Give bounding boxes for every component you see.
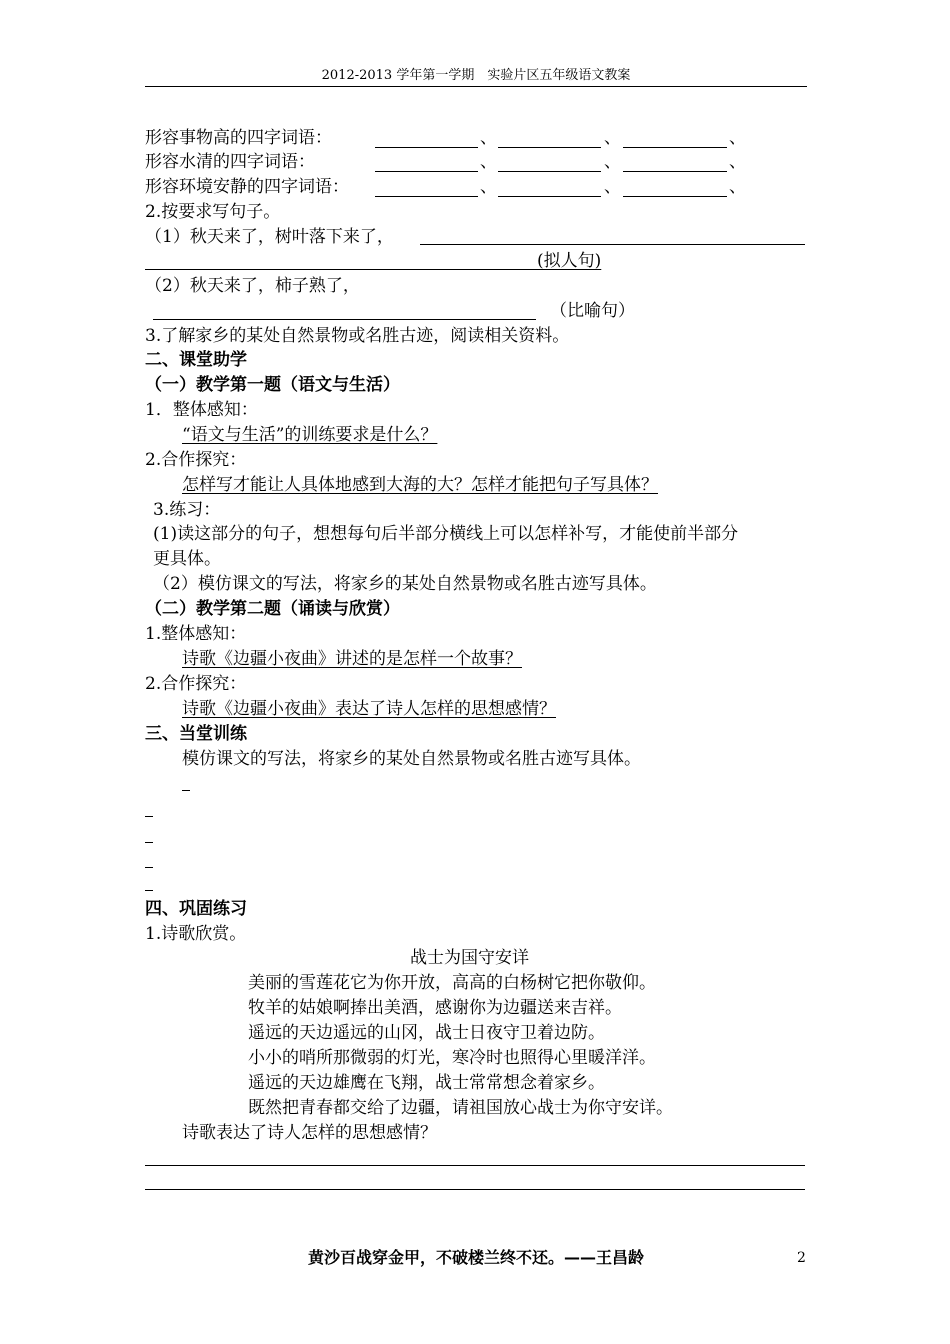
poem-line: 遥远的天边雄鹰在飞翔，战士常常想念着家乡。 <box>248 1073 605 1093</box>
practice-instruction: (1)读这部分的句子，想想每句后半部分横线上可以怎样补写，才能使前半部分 <box>153 524 739 544</box>
writing-line[interactable] <box>145 842 153 843</box>
training-task: 模仿课文的写法，将家乡的某处自然景物或名胜古迹写具体。 <box>182 749 641 769</box>
discussion-question: 怎样写才能让人具体地感到大海的大？怎样才能把句子写具体？ <box>182 475 658 495</box>
separator: 、 <box>604 152 621 172</box>
poem-question: 诗歌表达了诗人怎样的思想感情？ <box>182 1123 437 1143</box>
page-number: 2 <box>797 1250 806 1266</box>
sentence-type-tag: (拟人句) <box>537 251 602 271</box>
word-row-label: 形容事物高的四字词语： <box>145 128 332 148</box>
answer-blank[interactable] <box>623 196 727 197</box>
word-row-label: 形容环境安静的四字词语： <box>145 177 349 197</box>
item-label: 1.整体感知： <box>145 624 247 644</box>
separator: 、 <box>604 128 621 148</box>
answer-blank[interactable] <box>623 147 727 148</box>
answer-blank[interactable] <box>145 269 540 270</box>
question-label: 1.诗歌欣赏。 <box>145 924 247 944</box>
separator: 、 <box>729 177 746 197</box>
discussion-question: “语文与生活”的训练要求是什么？ <box>182 425 438 445</box>
separator: 、 <box>480 152 497 172</box>
poem-line: 美丽的雪莲花它为你开放，高高的白杨树它把你敬仰。 <box>248 973 656 993</box>
answer-blank[interactable] <box>375 171 478 172</box>
answer-blank[interactable] <box>498 196 601 197</box>
sentence-type-tag: （比喻句） <box>550 301 635 321</box>
subsection-heading: （一）教学第一题（语文与生活） <box>145 375 400 395</box>
answer-blank[interactable] <box>498 147 601 148</box>
writing-line[interactable] <box>145 890 153 891</box>
footer-quote: 黄沙百战穿金甲，不破楼兰终不还。——王昌龄 <box>307 1248 644 1267</box>
question-2-1: （1）秋天来了，树叶落下来了， <box>145 227 394 247</box>
item-label: 1．整体感知： <box>145 400 258 420</box>
answer-blank[interactable] <box>375 147 478 148</box>
item-label: 2.合作探究： <box>145 674 247 694</box>
writing-line[interactable] <box>145 816 153 817</box>
subsection-heading: （二）教学第二题（诵读与欣赏） <box>145 599 400 619</box>
question-2-title: 2.按要求写句子。 <box>145 202 281 222</box>
word-row-label: 形容水清的四字词语： <box>145 152 315 172</box>
separator: 、 <box>729 152 746 172</box>
answer-blank[interactable] <box>153 319 536 320</box>
discussion-question: 诗歌《边疆小夜曲》讲述的是怎样一个故事？ <box>182 649 522 669</box>
question-2-2: （2）秋天来了，柿子熟了， <box>145 276 360 296</box>
practice-instruction: 更具体。 <box>153 549 221 569</box>
answer-line[interactable] <box>145 1189 805 1190</box>
answer-blank[interactable] <box>498 171 601 172</box>
separator: 、 <box>480 177 497 197</box>
section-heading: 四、巩固练习 <box>145 899 247 919</box>
poem-line: 既然把青春都交给了边疆，请祖国放心战士为你守安详。 <box>248 1098 673 1118</box>
section-heading: 二、课堂助学 <box>145 350 247 370</box>
header-rule <box>145 86 807 87</box>
answer-blank[interactable] <box>420 244 805 245</box>
answer-blank[interactable] <box>623 171 727 172</box>
practice-instruction: （2）模仿课文的写法，将家乡的某处自然景物或名胜古迹写具体。 <box>153 574 657 594</box>
poem-line: 遥远的天边遥远的山冈，战士日夜守卫着边防。 <box>248 1023 605 1043</box>
item-label: 3.练习： <box>153 500 221 520</box>
separator: 、 <box>729 128 746 148</box>
poem-title: 战士为国守安详 <box>410 948 529 968</box>
answer-line[interactable] <box>145 1165 805 1166</box>
question-3: 3.了解家乡的某处自然景物或名胜古迹，阅读相关资料。 <box>145 326 570 346</box>
writing-line[interactable] <box>145 867 153 868</box>
item-label: 2.合作探究： <box>145 450 247 470</box>
separator: 、 <box>604 177 621 197</box>
section-heading: 三、当堂训练 <box>145 724 247 744</box>
page-header: 2012-2013 学年第一学期 实验片区五年级语文教案 <box>321 68 631 83</box>
poem-line: 牧羊的姑娘啊捧出美酒，感谢你为边疆送来吉祥。 <box>248 998 622 1018</box>
writing-line[interactable] <box>182 790 190 791</box>
poem-line: 小小的哨所那微弱的灯光，寒冷时也照得心里暖洋洋。 <box>248 1048 656 1068</box>
answer-blank[interactable] <box>375 196 478 197</box>
discussion-question: 诗歌《边疆小夜曲》表达了诗人怎样的思想感情？ <box>182 699 556 719</box>
separator: 、 <box>480 128 497 148</box>
